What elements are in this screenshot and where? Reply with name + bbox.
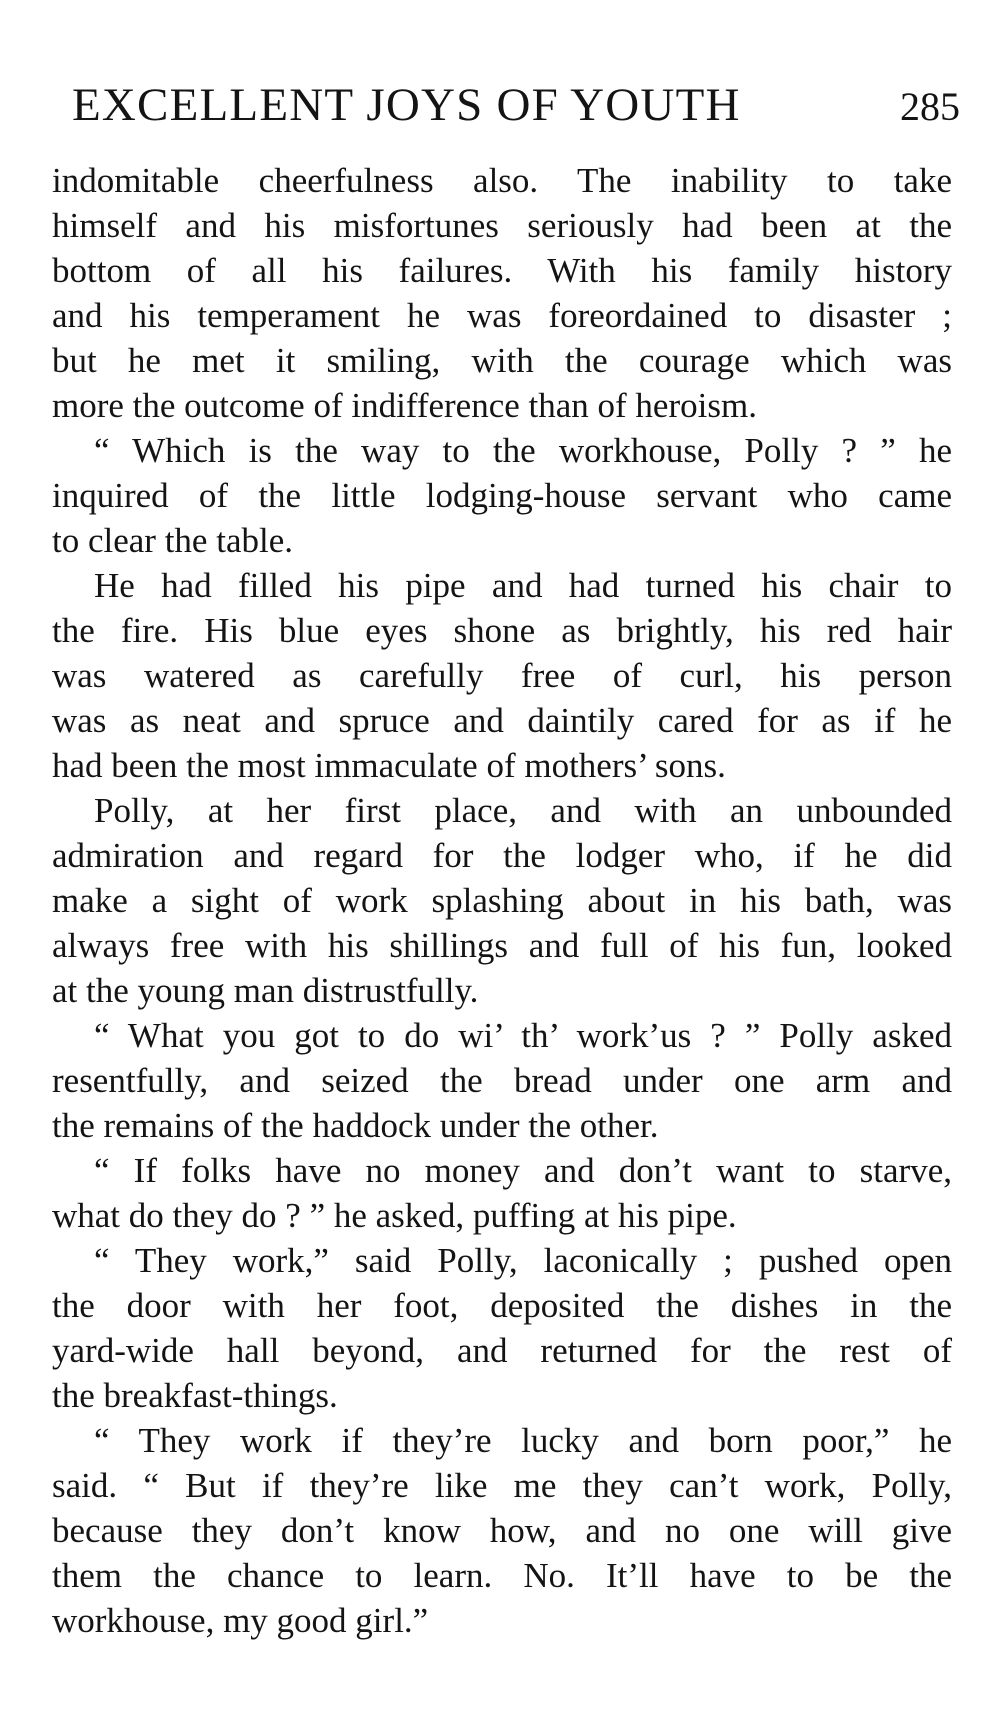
text-line: “ They work,” said Polly, laconically ; pushed open (94, 1241, 952, 1280)
paragraph (52, 1238, 952, 1418)
text-line: was as neat and spruce and daintily cared for as if he (52, 701, 952, 740)
text-line: “ If folks have no money and don’t want to starve, (94, 1151, 952, 1190)
text-line: said. “ But if they’re like me they can’t work, Polly, (52, 1466, 952, 1505)
text-line: yard-wide hall beyond, and returned for the rest of (52, 1331, 952, 1370)
text-line: at the young man distrustfully. (52, 971, 479, 1010)
paragraph (52, 428, 952, 563)
text-line: always free with his shillings and full of his fun, looked (52, 926, 952, 965)
text-line: because they don’t know how, and no one will give (52, 1511, 952, 1550)
text-line: inquired of the little lodging-house servant who came (52, 476, 952, 515)
text-line: himself and his misfortunes seriously had been at the (52, 206, 952, 245)
text-line: resentfully, and seized the bread under one arm and (52, 1061, 952, 1100)
text-line: He had filled his pipe and had turned his chair to (94, 566, 952, 605)
paragraph (52, 1418, 952, 1643)
text-line: “ They work if they’re lucky and born poor,” he (94, 1421, 952, 1460)
text-line: the remains of the haddock under the other. (52, 1106, 659, 1145)
text-line: but he met it smiling, with the courage which was (52, 341, 952, 380)
paragraph (52, 1148, 952, 1238)
paragraph (52, 158, 952, 428)
paragraph (52, 1013, 952, 1148)
text-line: the fire. His blue eyes shone as brightly, his red hair (52, 611, 952, 650)
text-line: and his temperament he was foreordained to disaster ; (52, 296, 952, 335)
text-line: more the outcome of indifference than of heroism. (52, 386, 757, 425)
text-line: the breakfast-things. (52, 1376, 338, 1415)
paragraph (52, 788, 952, 1013)
running-title: EXCELLENT JOYS OF YOUTH (72, 79, 741, 131)
text-line: “ What you got to do wi’ th’ work’us ? ” Polly asked (94, 1016, 952, 1055)
text-line: indomitable cheerfulness also. The inability to take (52, 161, 952, 200)
text-line: admiration and regard for the lodger who, if he did (52, 836, 952, 875)
text-line: make a sight of work splashing about in his bath, was (52, 881, 952, 920)
text-line: was watered as carefully free of curl, his person (52, 656, 952, 695)
running-head (72, 70, 960, 140)
text-line: had been the most immaculate of mothers’ sons. (52, 746, 726, 785)
paragraph (52, 563, 952, 788)
text-line: what do they do ? ” he asked, puffing at his pipe. (52, 1196, 737, 1235)
text-line: “ Which is the way to the workhouse, Polly ? ” he (94, 431, 952, 470)
text-line: workhouse, my good girl.” (52, 1601, 429, 1640)
body-text (52, 158, 952, 1643)
text-line: Polly, at her first place, and with an unbounded (94, 791, 952, 830)
page-number: 285 (900, 84, 960, 129)
text-line: the door with her foot, deposited the dishes in the (52, 1286, 952, 1325)
text-line: to clear the table. (52, 521, 293, 560)
text-line: bottom of all his failures. With his family history (52, 251, 952, 290)
text-line: them the chance to learn. No. It’ll have to be the (52, 1556, 952, 1595)
